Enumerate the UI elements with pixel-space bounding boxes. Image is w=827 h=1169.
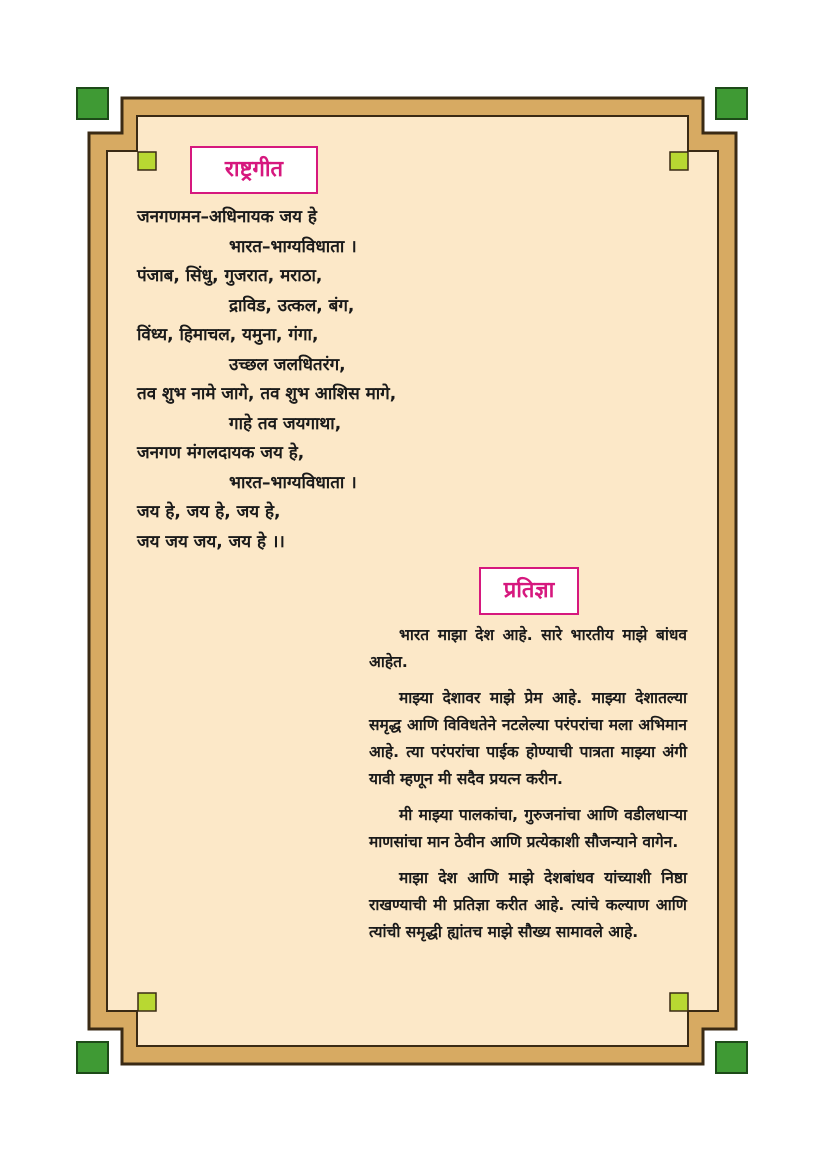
anthem-line: गाहे तव जयगाथा,	[229, 413, 342, 434]
anthem-line: पंजाब, सिंधु, गुजरात, मराठा,	[137, 266, 323, 286]
anthem-line: जय हे, जय हे, जय हे,	[137, 502, 281, 522]
pledge-paragraph: माझ्या देशावर माझे प्रेम आहे. माझ्या देशातल्या समृद्ध आणि विविधतेने नटलेल्या परंपरांचा मला अभिमान आहे. त्या परंपरांचा पाईक होण्याची पात्रता माझ्या अंगी यावी म्हणून मी सदैव प्रयत्न करीन.	[369, 689, 687, 788]
anthem-line: भारत–भाग्यविधाता ।	[229, 236, 357, 257]
pledge-text	[369, 622, 687, 955]
anthem-lyrics	[137, 203, 396, 557]
anthem-line: द्राविड, उत्कल, बंग,	[229, 295, 355, 316]
corner-square-bottom-right	[716, 1042, 747, 1073]
inner-square-bottom-right	[670, 993, 688, 1011]
pledge-paragraph: माझा देश आणि माझे देशबांधव यांच्याशी निष्ठा राखण्याची मी प्रतिज्ञा करीत आहे. त्यांचे कल्याण आणि त्यांची समृद्धी ह्यांतच माझे सौख्य सामावले आहे.	[369, 869, 687, 941]
anthem-line: तव शुभ नामे जागे, तव शुभ आशिस मागे,	[137, 384, 397, 404]
anthem-line: भारत–भाग्यविधाता ।	[229, 472, 357, 493]
corner-square-top-left	[77, 88, 108, 119]
corner-square-top-right	[716, 88, 747, 119]
anthem-line: जनगणमन–अधिनायक जय हे	[137, 207, 317, 227]
anthem-line: उच्छल जलधितरंग,	[229, 354, 346, 375]
inner-square-top-left	[138, 152, 156, 170]
inner-square-top-right	[670, 152, 688, 170]
anthem-line: जय जय जय, जय हे ।।	[137, 531, 285, 552]
anthem-line: जनगण मंगलदायक जय हे,	[137, 443, 305, 463]
anthem-title: राष्ट्रगीत	[190, 146, 318, 194]
corner-square-bottom-left	[77, 1042, 108, 1073]
pledge-paragraph: मी माझ्या पालकांचा, गुरुजनांचा आणि वडीलधाऱ्या माणसांचा मान ठेवीन आणि प्रत्येकाशी सौजन्याने वागेन.	[369, 806, 687, 851]
inner-square-bottom-left	[138, 993, 156, 1011]
anthem-line: विंध्य, हिमाचल, यमुना, गंगा,	[137, 325, 319, 345]
pledge-paragraph: भारत माझा देश आहे. सारे भारतीय माझे बांधव आहेत.	[369, 626, 687, 671]
pledge-title: प्रतिज्ञा	[479, 567, 579, 615]
